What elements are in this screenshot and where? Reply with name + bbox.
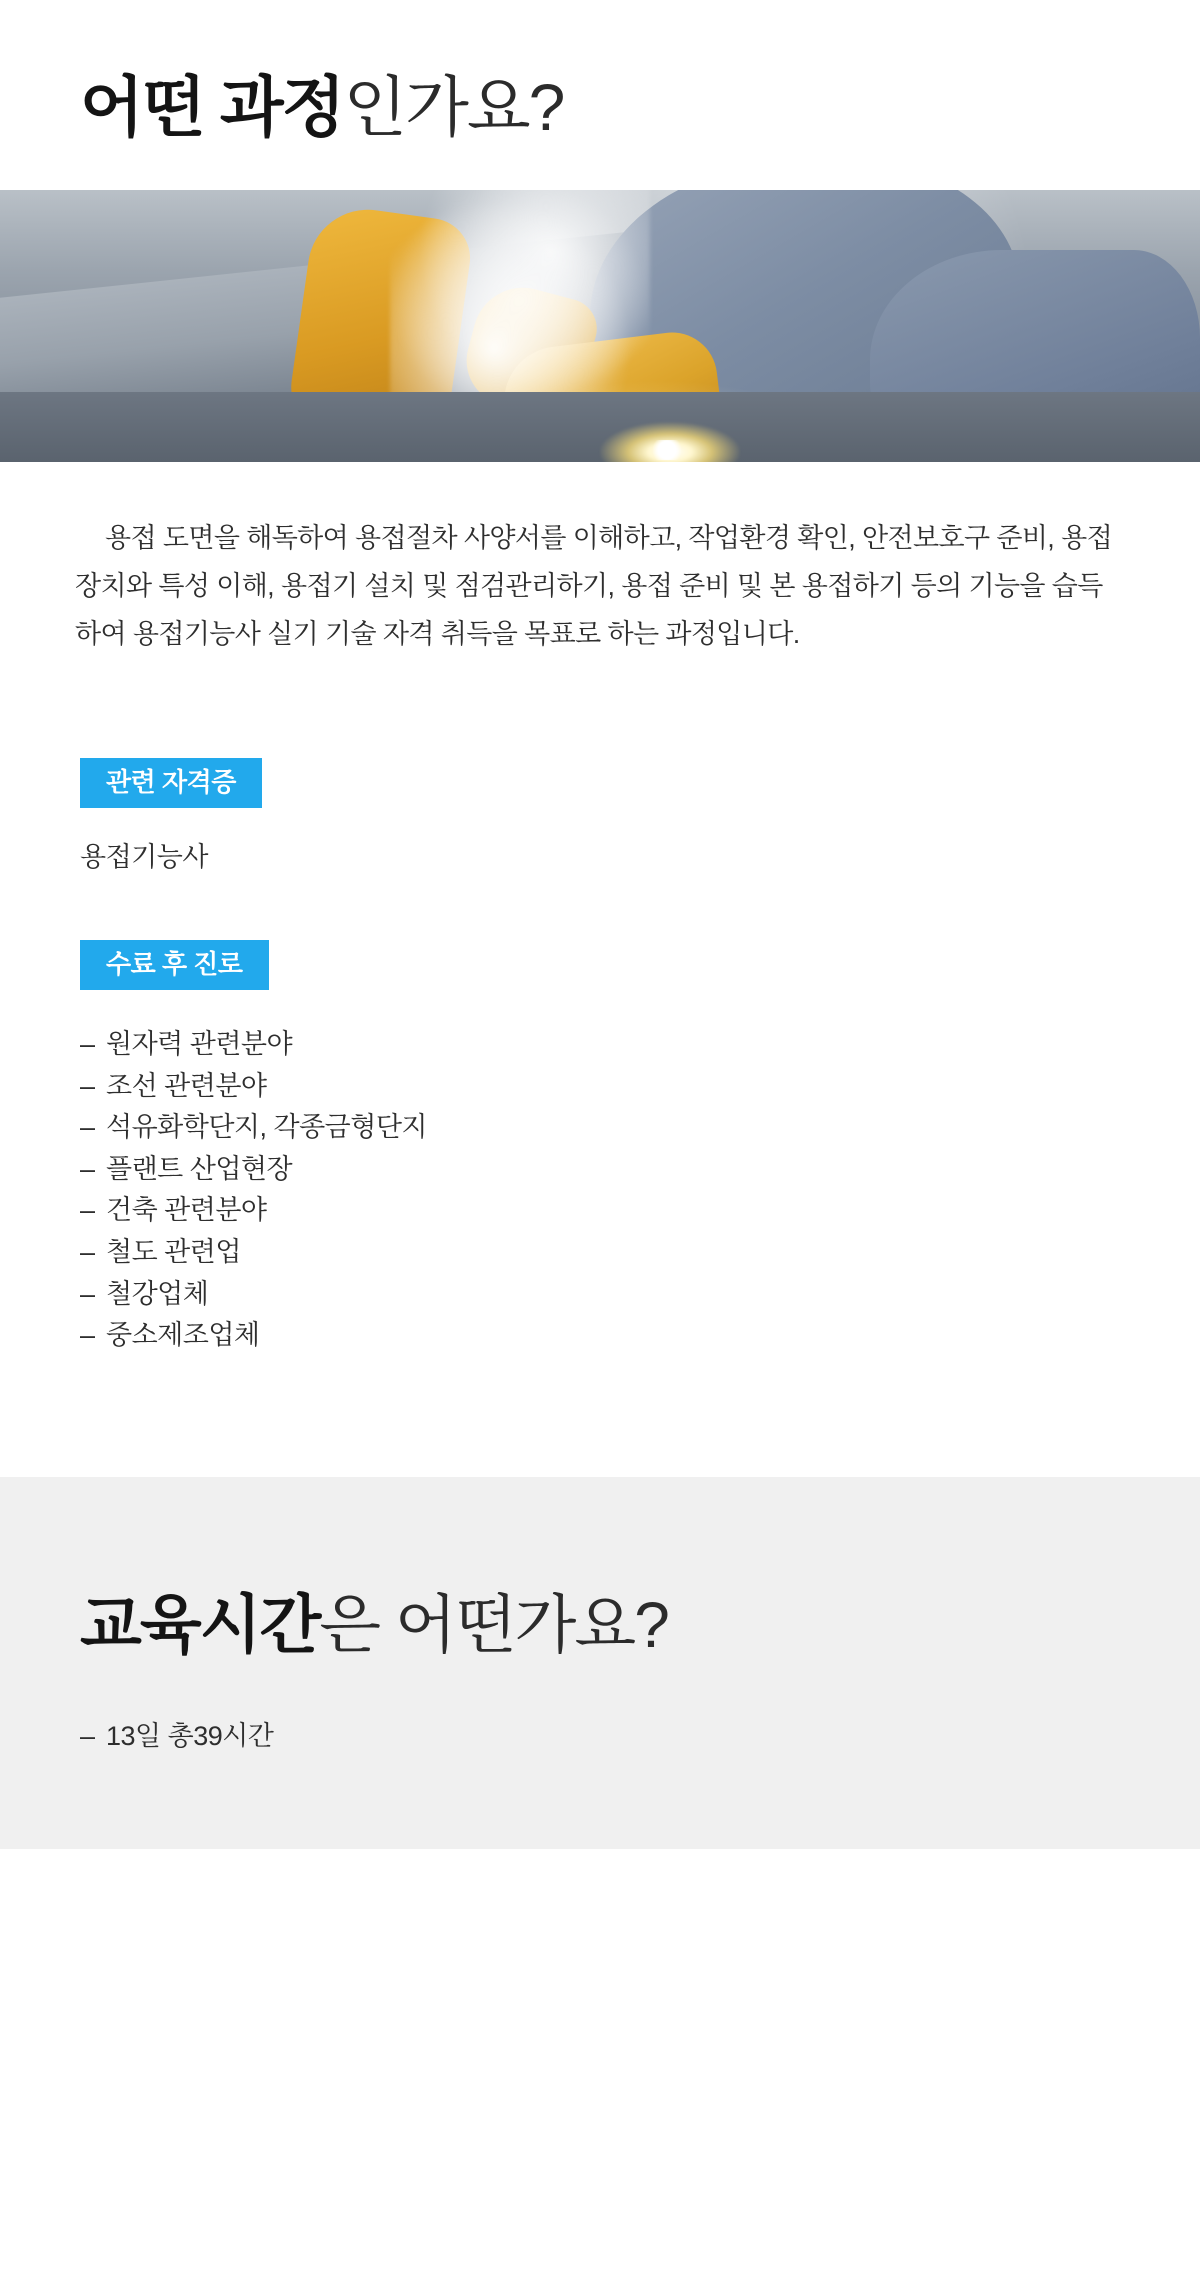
- course-description: [0, 462, 1200, 658]
- career-path-chip: 수료 후 진로: [80, 940, 269, 990]
- dash-bullet: –: [80, 1153, 95, 1184]
- list-item: [80, 1107, 1200, 1149]
- list-item: [80, 1149, 1200, 1191]
- career-path-block: [0, 874, 1200, 990]
- list-item: [80, 1024, 1200, 1066]
- related-certificate-value: 용접기능사: [80, 842, 208, 873]
- training-hours-value: [0, 1662, 1200, 1753]
- training-hours-title-light: 은 어떤가요?: [319, 1588, 668, 1661]
- career-path-list: [0, 990, 1200, 1357]
- list-item-label: 철도 관련업: [106, 1236, 241, 1267]
- dash-bullet: –: [80, 1278, 95, 1309]
- page-title-light: 인가요?: [343, 70, 564, 144]
- list-item: [80, 1190, 1200, 1232]
- related-certificate-block: [0, 658, 1200, 808]
- dash-bullet: –: [80, 1236, 95, 1267]
- list-item: [80, 1274, 1200, 1316]
- list-item-label: 중소제조업체: [106, 1320, 260, 1351]
- dash-bullet: –: [80, 1721, 95, 1752]
- training-hours-title-bold: 교육시간: [80, 1588, 320, 1661]
- hero-welding-image: [0, 190, 1200, 462]
- dash-bullet: –: [80, 1029, 95, 1060]
- training-hours-title: [0, 1589, 1200, 1663]
- list-item-label: 건축 관련분야: [106, 1195, 267, 1226]
- dash-bullet: –: [80, 1070, 95, 1101]
- training-hours-section: [0, 1477, 1200, 1850]
- list-item: [80, 1232, 1200, 1274]
- page-title-bold: 어떤 과정: [80, 70, 344, 144]
- dash-bullet: –: [80, 1195, 95, 1226]
- list-item: [80, 1066, 1200, 1108]
- list-item: [80, 1315, 1200, 1357]
- list-item-label: 철강업체: [106, 1278, 209, 1309]
- course-description-text: 용접 도면을 해독하여 용접절차 사양서를 이해하고, 작업환경 확인, 안전보호구 준비, 용접장치와 특성 이해, 용접기 설치 및 점검관리하기, 용접 준비 및 본 용접하기 등의 기능을 습득하여 용접기능사 실기 기술 자격 취득을 목표로 하는 과정입니다.: [75, 522, 1113, 649]
- list-item-label: 석유화학단지, 각종금형단지: [106, 1112, 427, 1143]
- list-item-label: 플랜트 산업현장: [106, 1153, 293, 1184]
- list-item-label: 조선 관련분야: [106, 1070, 267, 1101]
- dash-bullet: –: [80, 1112, 95, 1143]
- training-hours-text: 13일 총39시간: [106, 1721, 274, 1752]
- welding-arc-core-shape: [650, 440, 684, 460]
- list-item-label: 원자력 관련분야: [106, 1029, 293, 1060]
- dash-bullet: –: [80, 1320, 95, 1351]
- page-title: [0, 70, 1200, 146]
- section-spacer: [0, 1357, 1200, 1477]
- related-certificate-chip: 관련 자격증: [80, 758, 262, 808]
